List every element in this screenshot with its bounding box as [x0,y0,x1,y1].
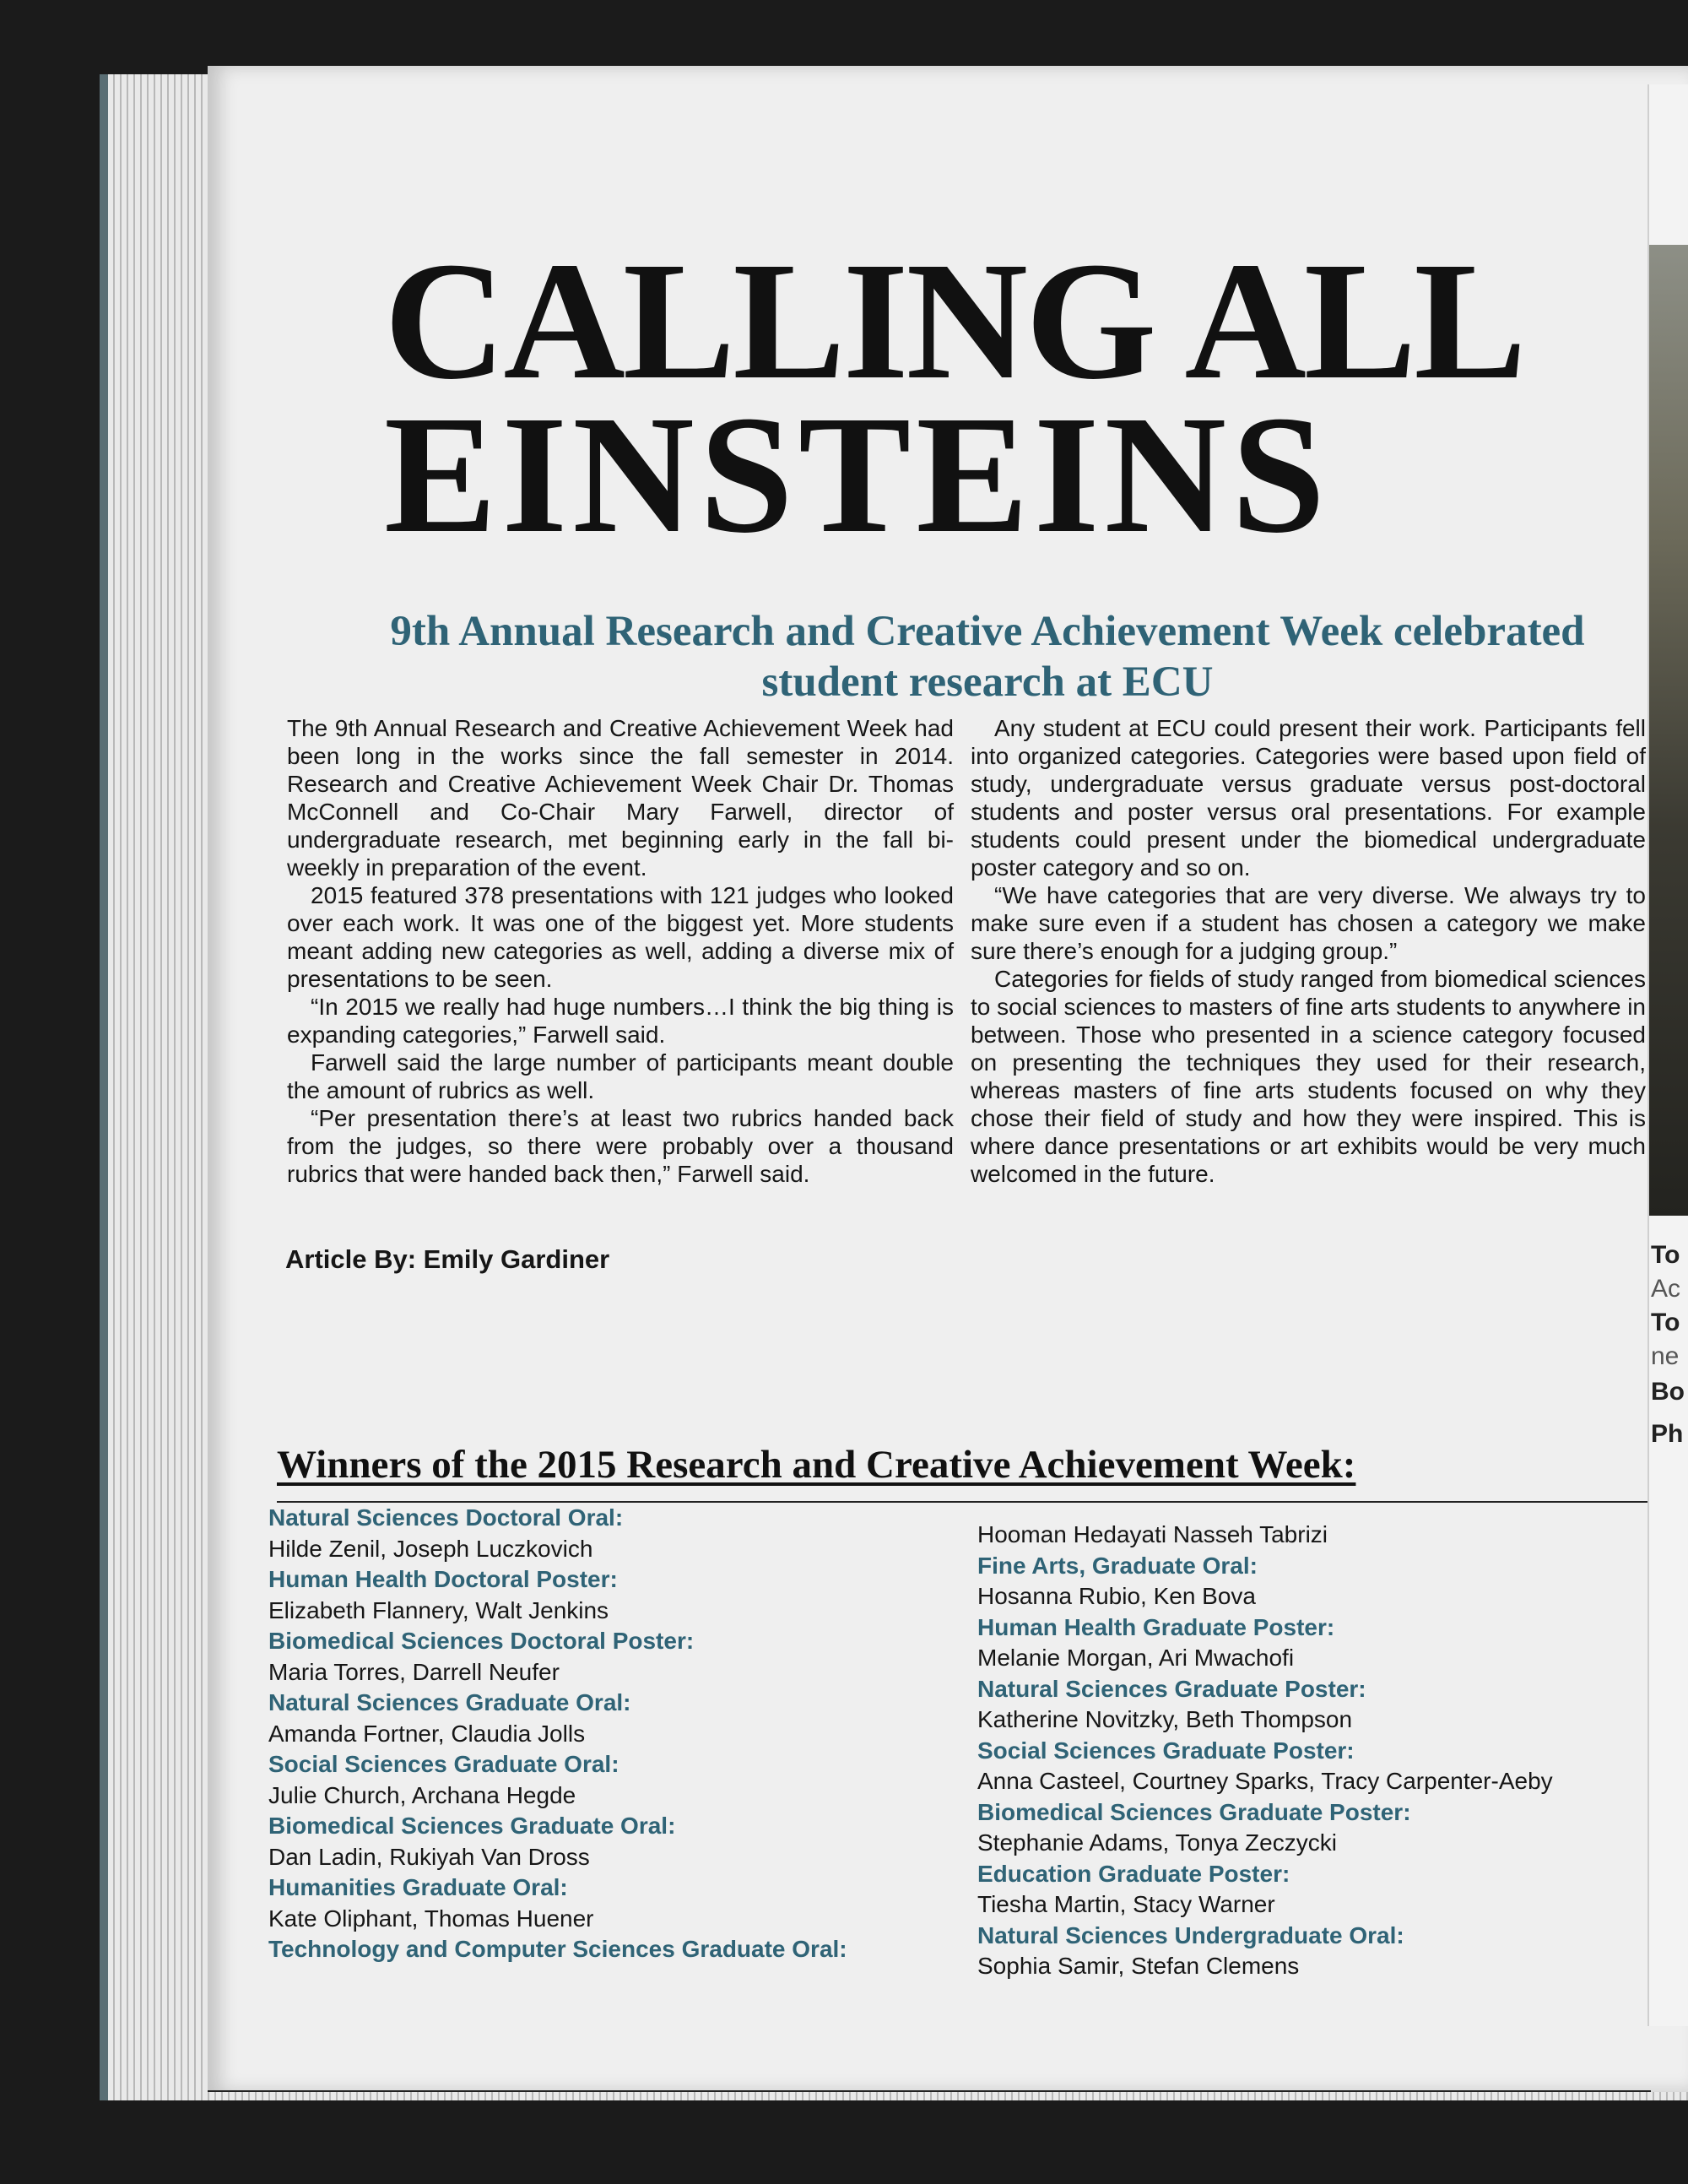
winner-names: Kate Oliphant, Thomas Huener [268,1905,594,1932]
article-subtitle: 9th Annual Research and Creative Achievement Week celebrated student research at ECU [390,608,1585,706]
winner-category: Biomedical Sciences Doctoral Poster: [268,1628,695,1654]
winner-names: Amanda Fortner, Claudia Jolls [268,1720,586,1747]
article-title-line-1: CALLING ALL [384,228,1524,415]
winner-category: Human Health Doctoral Poster: [268,1566,618,1592]
page-bottom-border [208,2090,1651,2092]
winner-category: Biomedical Sciences Graduate Oral: [268,1813,676,1839]
winner-category: Biomedical Sciences Graduate Poster: [977,1798,1411,1825]
article-paragraph: “We have categories that are very diverse. We always try to make sure even if a student has chosen a category we make sure there’s enough for a judging group.” [971,882,1646,964]
winner-names: Anna Casteel, Courtney Sparks, Tracy Carpenter-Aeby [977,1768,1553,1794]
article-paragraph: “Per presentation there’s at least two rubrics handed back from the judges, so there were probably over a thousand rubrics that were handed back then,” Farwell said. [287,1105,954,1187]
facing-page-fragment: To [1651,1309,1680,1336]
winner-names: Melanie Morgan, Ari Mwachofi [977,1645,1295,1671]
facing-page-fragment: To [1651,1241,1680,1269]
winner-names: Katherine Novitzky, Beth Thompson [977,1706,1353,1732]
winner-category: Technology and Computer Sciences Graduate Oral: [268,1936,847,1962]
winner-names: Tiesha Martin, Stacy Warner [977,1891,1275,1917]
article-paragraph: Any student at ECU could present their work. Participants fell into organized categories. Categories were based upon field of study, undergraduate versus graduate versus post-doctoral students and poster versus oral presentations. For example students could present under the biomedical undergraduate poster category and so on. [971,715,1646,881]
winner-names: Hilde Zenil, Joseph Luczkovich [268,1535,593,1562]
winner-category: Social Sciences Graduate Poster: [977,1737,1355,1764]
winner-names: Stephanie Adams, Tonya Zeczycki [977,1829,1337,1856]
article-byline: Article By: Emily Gardiner [285,1244,610,1274]
winner-category: Humanities Graduate Oral: [268,1874,568,1900]
facing-page-fragment: ne [1651,1342,1680,1370]
winner-category: Fine Arts, Graduate Oral: [977,1552,1258,1579]
article-paragraph: 2015 featured 378 presentations with 121 judges who looked over each work. It was one of the biggest yet. More students meant adding new categories as well, adding a diverse mix of presentations to be seen. [287,882,954,992]
facing-page-fragment: Ph [1651,1420,1684,1448]
article-column-right [971,714,1646,1188]
facing-page-photo [1649,245,1688,1216]
article-paragraph: “In 2015 we really had huge numbers…I think the big thing is expanding categories,” Farwell said. [287,994,954,1048]
winner-names: Hooman Hedayati Nasseh Tabrizi [977,1521,1328,1547]
article-paragraph: The 9th Annual Research and Creative Achievement Week had been long in the works since the fall semester in 2014. Research and Creative Achievement Week Chair Dr. Thomas McConnell and Co-Chair Mary Farwell, director of undergraduate research, met beginning early in the fall bi-weekly in preparation of the event. [287,715,954,881]
winner-names: Elizabeth Flannery, Walt Jenkins [268,1596,609,1623]
winner-names: Sophia Samir, Stefan Clemens [977,1953,1300,1979]
winners-heading: Winners of the 2015 Research and Creative Achievement Week: [277,1443,1356,1487]
article-paragraph: Categories for fields of study ranged from biomedical sciences to social sciences to masters of fine arts students to anywhere in between. Those who presented in a science category focused on presenting the techniques they used for their research, whereas masters of fine arts students focused on why they chose their field of study and how they were inspired. This is where dance presentations or art exhibits would be very much welcomed in the future. [971,966,1646,1187]
article-title-line-2: EINSTEINS [384,382,1331,568]
facing-page-fragment: Bo [1651,1378,1685,1406]
article-paragraph: Farwell said the large number of participants meant double the amount of rubrics as well. [287,1049,954,1103]
winner-category: Natural Sciences Undergraduate Oral: [977,1921,1404,1948]
article-column-left [287,714,954,1188]
winner-names: Hosanna Rubio, Ken Bova [977,1583,1256,1609]
winner-category: Natural Sciences Graduate Poster: [977,1675,1366,1702]
winner-names: Dan Ladin, Rukiyah Van Dross [268,1843,590,1870]
winner-category: Human Health Graduate Poster: [977,1613,1335,1640]
article-title [384,228,1582,568]
winner-names: Maria Torres, Darrell Neufer [268,1658,560,1685]
facing-page-fragment: Ac [1651,1275,1681,1303]
winners-column-left [268,1503,910,1965]
winner-names: Julie Church, Archana Hegde [268,1781,576,1808]
winner-category: Natural Sciences Doctoral Oral: [268,1504,624,1531]
winner-category: Natural Sciences Graduate Oral: [268,1689,631,1715]
winner-category: Social Sciences Graduate Oral: [268,1751,619,1777]
winners-column-right [977,1520,1653,1982]
winner-category: Education Graduate Poster: [977,1860,1290,1887]
